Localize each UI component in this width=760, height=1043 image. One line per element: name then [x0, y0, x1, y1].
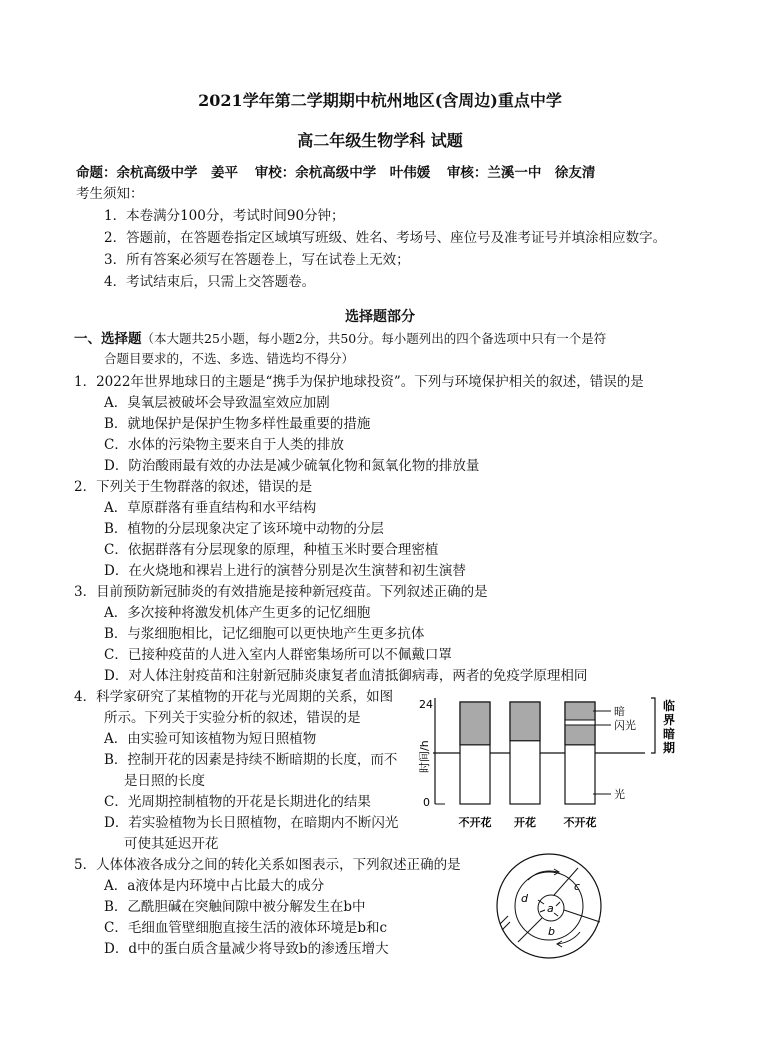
section-instruction: [74, 327, 606, 347]
y-max-label: 24: [419, 698, 433, 711]
question-4-option-b-cont: 是日照的长度: [124, 773, 205, 789]
legend-flash: 闪光: [614, 719, 636, 732]
notice-item: 3．所有答案必须写在答题卷上，写在试卷上无效；: [104, 252, 410, 268]
question-5-option-c: C．毛细血管壁细胞直接生活的液体环境是b和c: [104, 920, 388, 936]
fluid-label-a: a: [547, 902, 554, 915]
bar-dark-period: [510, 702, 540, 741]
notice-item: 2．答题前，在答题卷指定区域填写班级、姓名、考场号、座位号及准考证号并填涂相应数字。: [104, 230, 667, 246]
notice-item: 1．本卷满分100分，考试时间90分钟；: [104, 208, 345, 224]
credit-reviewer: 审校：余杭高级中学 叶伟媛: [254, 165, 431, 181]
section-title: 选择题部分: [345, 309, 415, 325]
photoperiod-figure: [415, 692, 700, 837]
notice-title: 考生须知：: [76, 186, 144, 202]
question-3-option-d: D．对人体注射疫苗和注射新冠肺炎康复者血清抵御病毒，两者的免疫学原理相同: [104, 668, 588, 684]
critical-bracket: [651, 698, 655, 753]
question-3-option-a: A．多次接种将激发机体产生更多的记忆细胞: [104, 605, 371, 621]
question-3-option-c: C．已接种疫苗的人进入室内人群密集场所可以不佩戴口罩: [104, 647, 452, 663]
question-2-option-a: A．草原群落有垂直结构和水平结构: [104, 500, 317, 516]
instruction-label: 一、选择题: [74, 331, 142, 347]
question-2-stem: 2．下列关于生物群落的叙述，错误的是: [74, 479, 313, 495]
question-1-option-a: A．臭氧层被破坏会导致温室效应加剧: [104, 395, 330, 411]
credit-approver: 审核：兰溪一中 徐友清: [446, 165, 596, 181]
bar-flash: [565, 720, 595, 725]
y-min-label: 0: [423, 796, 430, 809]
bar-label: 不开花: [458, 816, 492, 829]
question-4-option-a: A．由实验可知该植物为短日照植物: [104, 731, 317, 747]
question-1-option-b: B．就地保护是保护生物多样性最重要的措施: [104, 416, 371, 432]
question-4-option-b: B．控制开花的因素是持续不断暗期的长度，而不: [104, 752, 398, 768]
question-5-stem: 5．人体体液各成分之间的转化关系如图表示，下列叙述正确的是: [74, 857, 461, 873]
bracket-char: 暗: [663, 727, 676, 741]
question-2-option-d: D．在火烧地和裸岩上进行的演替分别是次生演替和初生演替: [104, 563, 466, 579]
fluid-label-d: d: [521, 892, 528, 905]
fluid-label-b: b: [548, 925, 555, 938]
bar-dark-period: [460, 702, 490, 745]
question-2-option-c: C．依据群落有分层现象的原理，种植玉米时要合理密植: [104, 542, 439, 558]
question-1-stem: 1．2022年世界地球日的主题是“携手为保护地球投资”。下列与环境保护相关的叙述，错误的是: [74, 374, 644, 390]
exam-title-line2: 高二年级生物学科 试题: [297, 131, 463, 150]
question-2-option-b: B．植物的分层现象决定了该环境中动物的分层: [104, 521, 384, 537]
question-1-option-c: C．水体的污染物主要来自于人类的排放: [104, 437, 344, 453]
bar-label: 不开花: [563, 816, 597, 829]
question-5-option-a: A．a液体是内环境中占比最大的成分: [104, 878, 325, 894]
question-3-option-b: B．与浆细胞相比，记忆细胞可以更快地产生更多抗体: [104, 626, 425, 642]
question-5-option-b: B．乙酰胆碱在突触间隙中被分解发生在b中: [104, 899, 366, 915]
fluid-label-c: c: [574, 880, 581, 893]
exam-title-line1: 2021学年第二学期期中杭州地区(含周边)重点中学: [198, 91, 562, 110]
bars-group: [459, 702, 597, 829]
section-instruction-cont: 合题目要求的，不选、多选、错选均不得分）: [104, 351, 355, 366]
question-1-option-d: D．防治酸雨最有效的办法是减少硫氧化物和氮氧化物的排放量: [104, 458, 480, 474]
question-4-option-c: C．光周期控制植物的开花是长期进化的结果: [104, 794, 371, 810]
question-4-stem: 4．科学家研究了某植物的开花与光周期的关系，如图: [74, 689, 394, 705]
question-4-stem-cont: 所示。下列关于实验分析的叙述，错误的是: [104, 710, 361, 726]
bar-label: 开花: [514, 816, 536, 829]
credits-line: [76, 161, 607, 181]
notice-item: 4．考试结束后，只需上交答题卷。: [104, 274, 316, 290]
bracket-char: 界: [663, 713, 676, 727]
y-axis-label: 时间/h: [418, 740, 431, 773]
question-5-option-d: D．d中的蛋白质含量减少将导致b的渗透压增大: [104, 941, 389, 957]
legend-light: 光: [614, 788, 625, 801]
bracket-char: 期: [663, 741, 676, 755]
body-fluid-diagram: [488, 850, 610, 962]
question-3-stem: 3．目前预防新冠肺炎的有效措施是接种新冠疫苗。下列叙述正确的是: [74, 584, 488, 600]
bracket-char: 临: [663, 699, 676, 713]
legend-dark: 暗: [614, 705, 625, 718]
credit-author: 命题：余杭高级中学 姜平: [76, 165, 238, 181]
question-4-option-d-cont: 可使其延迟开花: [124, 836, 219, 852]
question-4-option-d: D．若实验植物为长日照植物，在暗期内不断闪光: [104, 815, 399, 831]
instruction-text: （本大题共25小题，每小题2分，共50分。每小题列出的四个备选项中只有一个是符: [141, 331, 607, 346]
